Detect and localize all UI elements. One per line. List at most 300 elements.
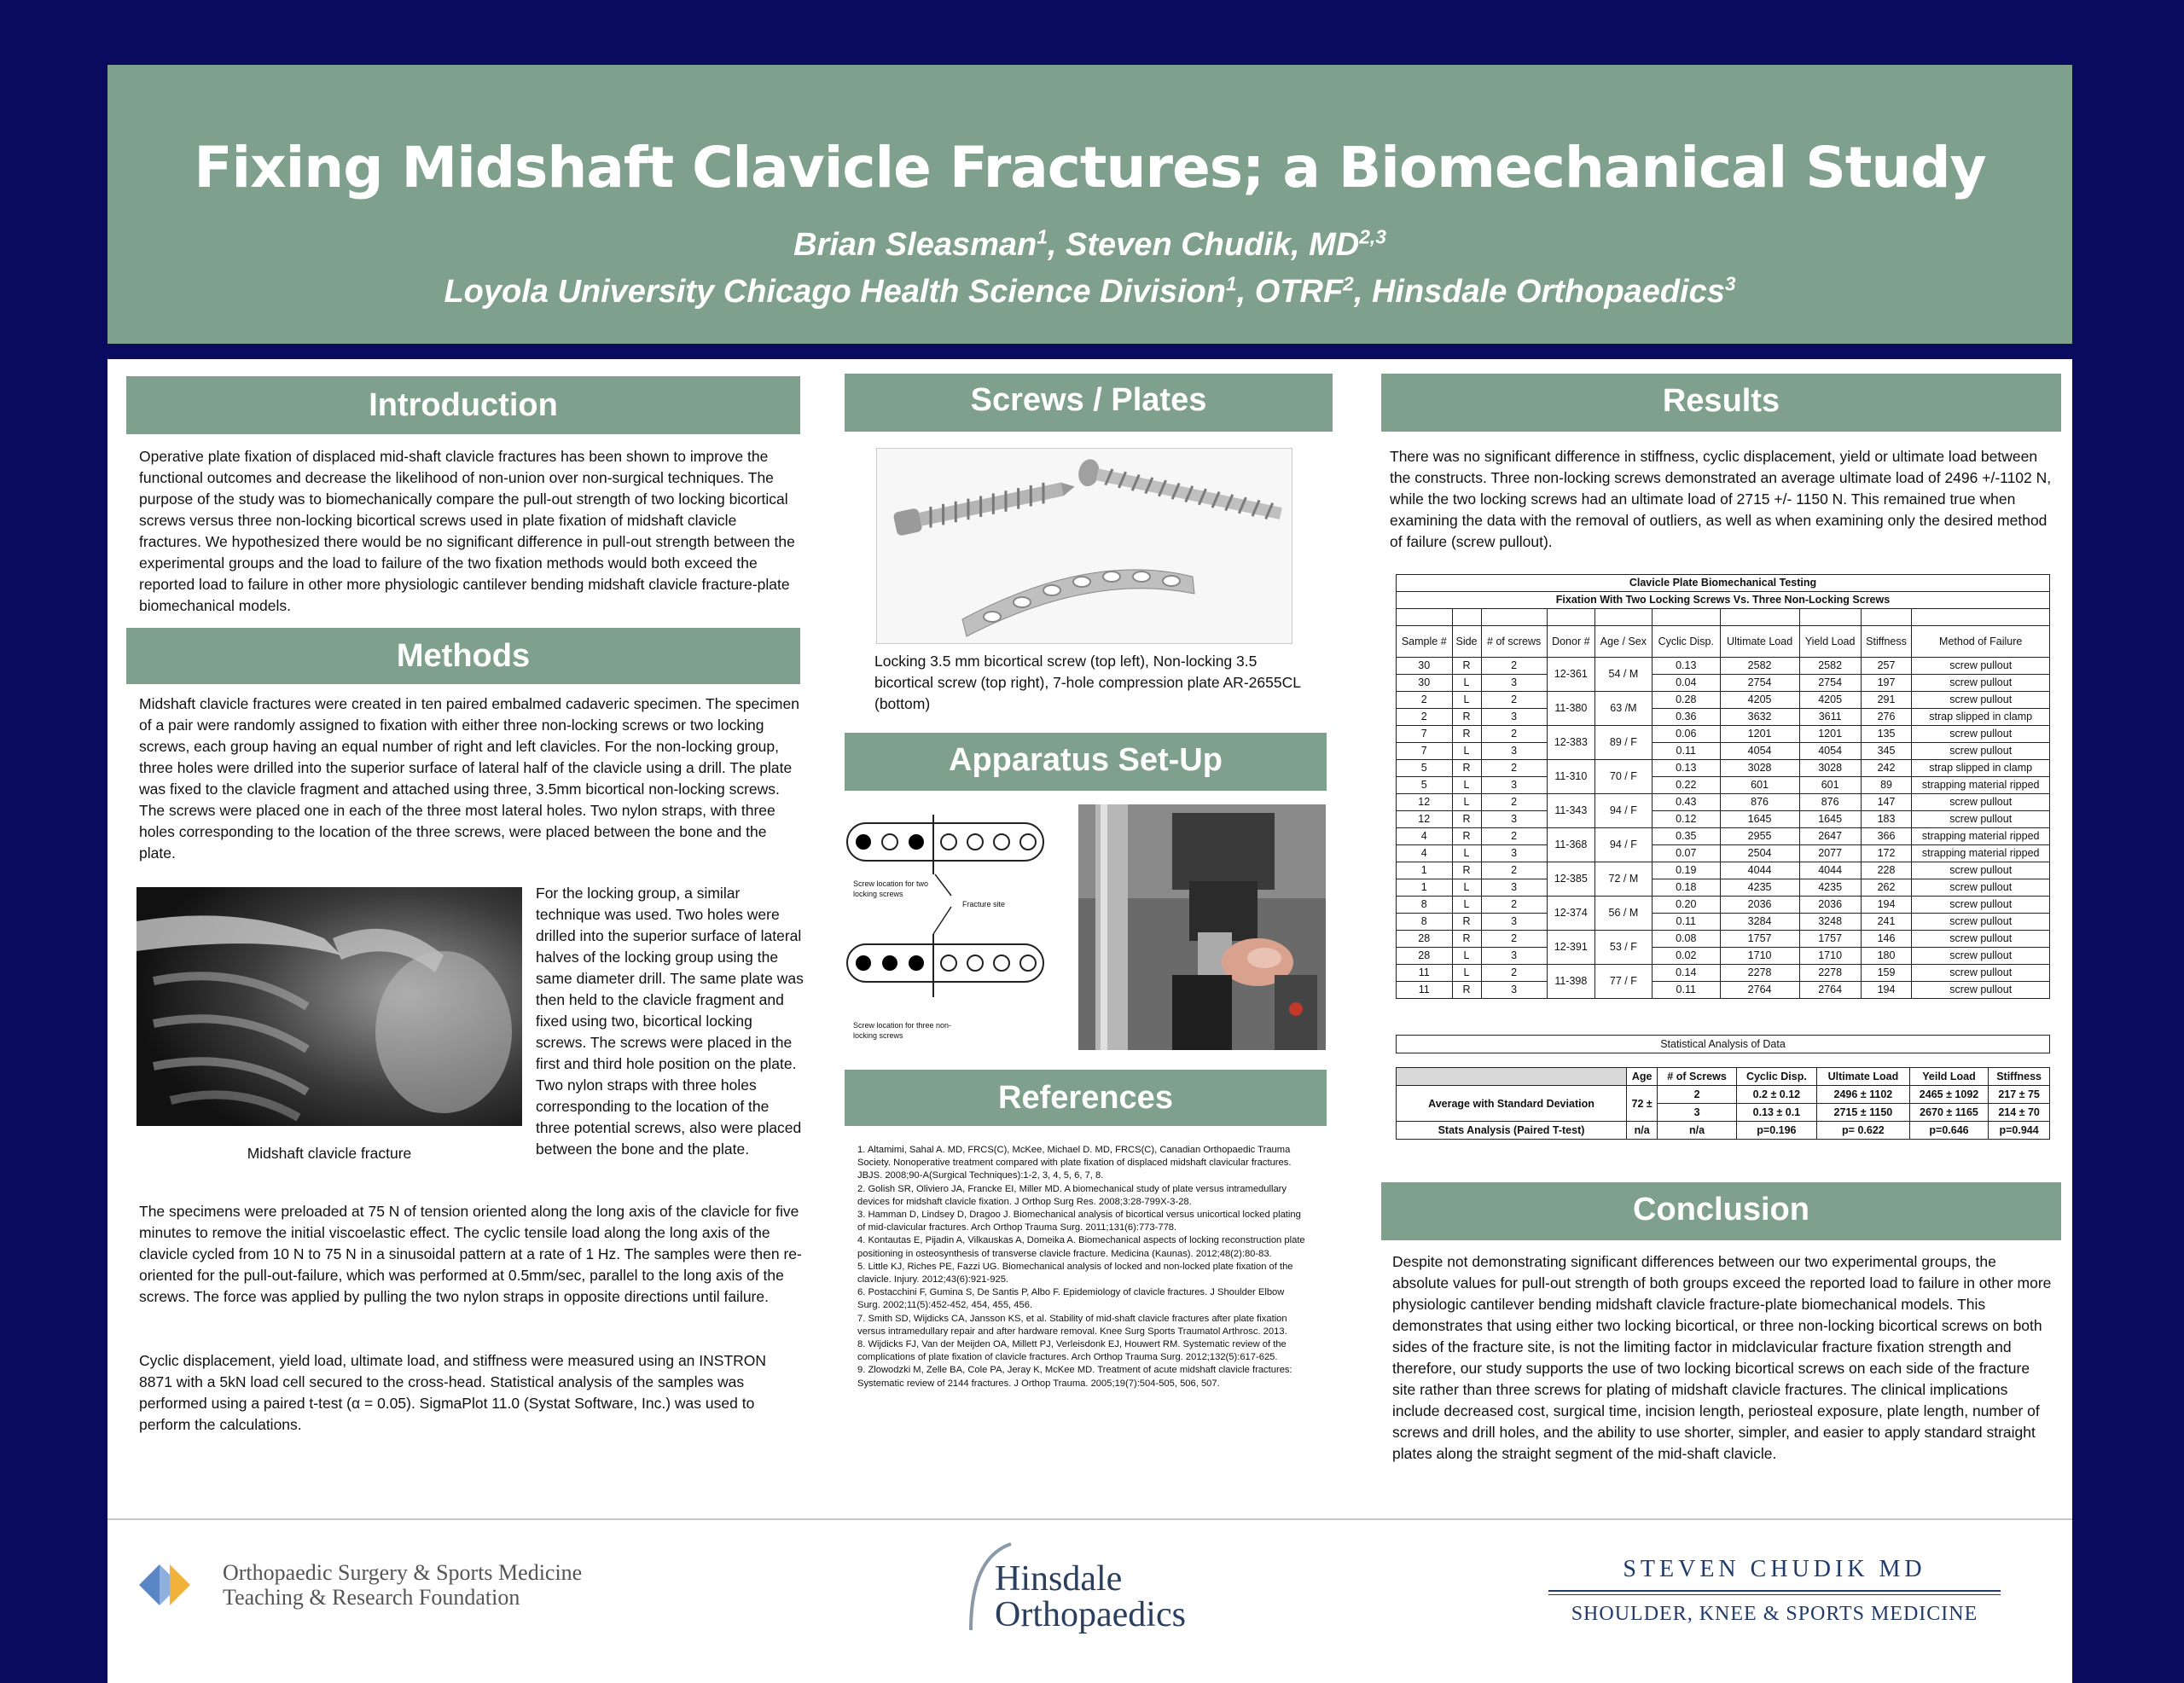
table-cell: 12-361 xyxy=(1547,658,1594,692)
table-cell: screw pullout xyxy=(1912,675,2050,692)
reference-item: 7. Smith SD, Wijdicks CA, Jansson KS, et al. Stability of mid-shaft clavicle fractures after plate fixation versus intramedullary repair and after hardware removal. Knee Surg Sports Traumatol Arthrosc. 2013. xyxy=(857,1313,1287,1337)
table-cell: screw pullout xyxy=(1912,692,2050,709)
table-cell: 197 xyxy=(1861,675,1912,692)
table-cell: 2647 xyxy=(1799,828,1861,845)
column-header: Cyclic Disp. xyxy=(1652,626,1720,658)
label-fracture-site: Fracture site xyxy=(962,900,1006,908)
reference-item: 1. Altamimi, Sahal A. MD, FRCS(C), McKee, Michael D. MD, FRCS(C), Canadian Orthopaedic Trauma Society. Nonoperative treatment compared with plate fixation of displaced midshaft clavicular fractures. JBJS. 2008;90-A(Surgical Techniques):1-2, 3, 4, 5, 6, 7, 8. xyxy=(857,1145,1292,1181)
table-cell: 3611 xyxy=(1799,709,1861,726)
table-cell: 2 xyxy=(1481,828,1547,845)
table-cell: 3248 xyxy=(1799,914,1861,931)
otrf-logo-icon xyxy=(139,1559,216,1610)
table-cell: 2278 xyxy=(1720,965,1799,982)
table-cell: 7 xyxy=(1397,743,1453,760)
column-header: Ultimate Load xyxy=(1720,626,1799,658)
stats-test-cell: p= 0.622 xyxy=(1816,1122,1909,1140)
stats-avg-label: Average with Standard Deviation xyxy=(1397,1086,1627,1122)
table-row xyxy=(1397,862,2050,879)
table-cell: 72 / M xyxy=(1594,862,1652,897)
table-cell: screw pullout xyxy=(1912,931,2050,948)
methods-paragraph-4: Cyclic displacement, yield load, ultimate load, and stiffness were measured using an INSTRON 8871 with a 5kN load cell secured to the cross-head. Statistical analysis of the samples was performed using a paired t-test (α = 0.05). SigmaPlot 11.0 (Systat Software, Inc.) was used to perform the calculations. xyxy=(139,1352,767,1433)
table-row xyxy=(1397,965,2050,982)
table-cell: 0.36 xyxy=(1652,709,1720,726)
table-row xyxy=(1397,948,2050,965)
table-cell: L xyxy=(1452,965,1481,982)
stats-test-label: Stats Analysis (Paired T-test) xyxy=(1397,1122,1627,1140)
table-cell: L xyxy=(1452,777,1481,794)
table-cell: 0.20 xyxy=(1652,897,1720,914)
table-cell: 159 xyxy=(1861,965,1912,982)
table-cell: R xyxy=(1452,931,1481,948)
table-cell: 11 xyxy=(1397,982,1453,999)
table-cell: 4054 xyxy=(1799,743,1861,760)
table-cell: screw pullout xyxy=(1912,982,2050,999)
table-cell: 601 xyxy=(1720,777,1799,794)
table-cell: 0.28 xyxy=(1652,692,1720,709)
table-cell: 0.13 xyxy=(1652,760,1720,777)
column-header: Yield Load xyxy=(1799,626,1861,658)
stats-test-cell: p=0.196 xyxy=(1736,1122,1816,1140)
column-header: Method of Failure xyxy=(1912,626,2050,658)
table-cell: 53 / F xyxy=(1594,931,1652,965)
table-cell: 2 xyxy=(1481,692,1547,709)
affiliation: , OTRF xyxy=(1236,274,1344,310)
table-cell: 366 xyxy=(1861,828,1912,845)
author-name: , Steven Chudik, MD xyxy=(1047,227,1360,263)
table-cell: R xyxy=(1452,811,1481,828)
table-cell: R xyxy=(1452,982,1481,999)
screw-location-diagram xyxy=(845,806,1075,1036)
table-cell: 0.11 xyxy=(1652,914,1720,931)
table-row xyxy=(1397,709,2050,726)
table-cell: 1710 xyxy=(1799,948,1861,965)
table-cell: 0.13 xyxy=(1652,658,1720,675)
table-cell: 262 xyxy=(1861,879,1912,897)
table-cell: 0.04 xyxy=(1652,675,1720,692)
table-cell: strap slipped in clamp xyxy=(1912,760,2050,777)
otrf-name-line: Teaching & Research Foundation xyxy=(223,1585,520,1610)
otrf-name xyxy=(223,1560,582,1610)
table-cell: 2 xyxy=(1397,692,1453,709)
table-cell: 11-368 xyxy=(1547,828,1594,862)
table-cell: 4205 xyxy=(1720,692,1799,709)
table-cell: 2582 xyxy=(1799,658,1861,675)
table-cell: 12-383 xyxy=(1547,726,1594,760)
table-cell: 2 xyxy=(1481,760,1547,777)
table-cell: 3 xyxy=(1481,811,1547,828)
stats-column-header: Yeild Load xyxy=(1909,1068,1988,1086)
table-cell: 2504 xyxy=(1720,845,1799,862)
table-cell: screw pullout xyxy=(1912,743,2050,760)
reference-item: 2. Golish SR, Oliviero JA, Francke EI, Miller MD. A biomechanical study of plate versus intramedullary devices for midshaft clavicle fixation. J Orthop Surg Res. 2008;3:28-799X-3-28. xyxy=(857,1183,1287,1207)
table-cell: 146 xyxy=(1861,931,1912,948)
reference-item: 6. Postacchini F, Gumina S, De Santis P, Albo F. Epidemiology of clavicle fractures. J Shoulder Elbow Surg. 2002;11(5):452-452, 454, 455, 456. xyxy=(857,1287,1285,1311)
table-cell: L xyxy=(1452,897,1481,914)
stats-column-header: Cyclic Disp. xyxy=(1736,1068,1816,1086)
results-table-header xyxy=(1397,626,2050,658)
results-table-subtitle: Fixation With Two Locking Screws Vs. Three Non-Locking Screws xyxy=(1397,592,2050,609)
table-row xyxy=(1397,777,2050,794)
table-cell: 4 xyxy=(1397,828,1453,845)
hinsdale-name-line: Orthopaedics xyxy=(995,1595,1186,1634)
stats-cell: 217 ± 75 xyxy=(1989,1086,2050,1104)
table-row xyxy=(1397,897,2050,914)
stats-test-cell: n/a xyxy=(1627,1122,1658,1140)
table-cell: 876 xyxy=(1720,794,1799,811)
results-heading: Results xyxy=(1381,374,2061,432)
poster-affiliations xyxy=(107,274,2072,310)
author-name: Brian Sleasman xyxy=(793,227,1037,263)
table-cell: screw pullout xyxy=(1912,914,2050,931)
table-cell: 12-385 xyxy=(1547,862,1594,897)
table-row xyxy=(1397,658,2050,675)
stats-column-header: # of Screws xyxy=(1658,1068,1736,1086)
conclusion-heading: Conclusion xyxy=(1381,1182,2061,1240)
table-cell: 11-343 xyxy=(1547,794,1594,828)
table-cell: 2754 xyxy=(1799,675,1861,692)
table-cell: strapping material ripped xyxy=(1912,845,2050,862)
table-cell: 1645 xyxy=(1720,811,1799,828)
table-cell: 5 xyxy=(1397,760,1453,777)
stats-table-title: Statistical Analysis of Data xyxy=(1397,1036,2050,1053)
table-row xyxy=(1397,743,2050,760)
stats-cell: 0.13 ± 0.1 xyxy=(1736,1104,1816,1122)
column-header: # of screws xyxy=(1481,626,1547,658)
table-cell: 0.22 xyxy=(1652,777,1720,794)
references-heading: References xyxy=(845,1070,1327,1126)
introduction-text: Operative plate fixation of displaced mid-shaft clavicle fractures has been shown to improve the functional outcomes and decrease the likelihood of non-union over non-surgical techniques. The purpose of the study was to biomechanically compare the pull-out strength of two locking bicortical screws versus three non-locking bicortical screws used in plate fixation of midshaft clavicle fractures. We hypothesized there would be no significant difference in pull-out strength between the experimental groups and the load to failure of the two fixation methods would both exceed the reported load to failure in other more physiologic cantilever bending midshaft clavicle fracture-plate biomechanical models. xyxy=(139,448,795,614)
table-cell: 3 xyxy=(1481,879,1547,897)
table-cell: 0.07 xyxy=(1652,845,1720,862)
table-cell: R xyxy=(1452,658,1481,675)
table-cell: 0.12 xyxy=(1652,811,1720,828)
table-cell: 2 xyxy=(1481,862,1547,879)
table-row xyxy=(1397,675,2050,692)
table-row xyxy=(1397,931,2050,948)
table-cell: 4044 xyxy=(1799,862,1861,879)
chudik-logo xyxy=(1548,1554,2001,1628)
table-cell: 30 xyxy=(1397,675,1453,692)
stats-column-header: Ultimate Load xyxy=(1816,1068,1909,1086)
affiliation: Loyola University Chicago Health Science Division xyxy=(444,274,1226,310)
column-header: Stiffness xyxy=(1861,626,1912,658)
table-cell: 1645 xyxy=(1799,811,1861,828)
table-cell: R xyxy=(1452,914,1481,931)
table-cell: 3 xyxy=(1481,982,1547,999)
screws-plate-image xyxy=(876,448,1292,644)
table-cell: screw pullout xyxy=(1912,948,2050,965)
table-cell: 0.02 xyxy=(1652,948,1720,965)
xray-image xyxy=(136,887,522,1126)
table-cell: R xyxy=(1452,709,1481,726)
table-cell: 63 /M xyxy=(1594,692,1652,726)
table-cell: strapping material ripped xyxy=(1912,828,2050,845)
title-banner xyxy=(107,65,2072,344)
column-header: Donor # xyxy=(1547,626,1594,658)
table-cell: 3028 xyxy=(1720,760,1799,777)
table-cell: 4044 xyxy=(1720,862,1799,879)
table-cell: 345 xyxy=(1861,743,1912,760)
table-cell: 11-398 xyxy=(1547,965,1594,999)
instron-photo xyxy=(1078,804,1326,1050)
table-cell: L xyxy=(1452,675,1481,692)
table-cell: 180 xyxy=(1861,948,1912,965)
stats-cell: 214 ± 70 xyxy=(1989,1104,2050,1122)
table-cell: 3 xyxy=(1481,845,1547,862)
table-cell: 77 / F xyxy=(1594,965,1652,999)
table-cell: 241 xyxy=(1861,914,1912,931)
label-locking-screws: Screw location for two locking screws xyxy=(853,879,929,898)
table-cell: screw pullout xyxy=(1912,726,2050,743)
methods-paragraph-3: The specimens were preloaded at 75 N of tension oriented along the long axis of the clavicle for five minutes to remove the initial viscoelastic effect. The cyclic tensile load along the long axis of the clavicle cycled from 10 N to 75 N in a sinusoidal pattern at a rate of 1 Hz. The samples were then re-oriented for the pull-out-failure, which was performed at 0.5mm/sec, parallel to the long axis of the screws. The force was applied by pulling the two nylon straps in opposite directions until failure. xyxy=(139,1203,802,1305)
table-cell: screw pullout xyxy=(1912,794,2050,811)
reference-item: 3. Hamman D, Lindsey D, Dragoo J. Biomechanical analysis of bicortical versus unicortical locked plating of mid-clavicular fractures. Arch Orthop Trauma Surg. 2011;131(6):773-778. xyxy=(857,1210,1301,1233)
chudik-tagline: SHOULDER, KNEE & SPORTS MEDICINE xyxy=(1571,1603,1978,1625)
table-cell: 12 xyxy=(1397,811,1453,828)
stats-cell: 2670 ± 1165 xyxy=(1909,1104,1988,1122)
table-cell: 2 xyxy=(1481,658,1547,675)
table-cell: 291 xyxy=(1861,692,1912,709)
stats-cell: 2465 ± 1092 xyxy=(1909,1086,1988,1104)
label-nonlocking-screws: Screw location for three non-locking screws xyxy=(853,1021,952,1040)
table-cell: 228 xyxy=(1861,862,1912,879)
table-cell: 30 xyxy=(1397,658,1453,675)
table-cell: 94 / F xyxy=(1594,794,1652,828)
table-cell: L xyxy=(1452,794,1481,811)
table-row xyxy=(1397,760,2050,777)
stats-cell: 2496 ± 1102 xyxy=(1816,1086,1909,1104)
table-cell: 3 xyxy=(1481,675,1547,692)
table-cell: 28 xyxy=(1397,948,1453,965)
table-cell: 8 xyxy=(1397,914,1453,931)
methods-paragraph-2: For the locking group, a similar technique was used. Two holes were drilled into the superior surface of lateral halves of the locking group using the same diameter drill. The same plate was then held to the clavicle fragment and fixed using two, bicortical locking screws. The screws were placed in the first and third hole position on the plate. Two nylon straps with three holes corresponding to the location of the three potential screws, also were placed between the bone and the plate. xyxy=(536,885,804,1158)
stats-cell: 2 xyxy=(1658,1086,1736,1104)
table-cell: L xyxy=(1452,879,1481,897)
table-cell: 3 xyxy=(1481,948,1547,965)
table-cell: 4205 xyxy=(1799,692,1861,709)
column-header: Age / Sex xyxy=(1594,626,1652,658)
table-cell: 12-374 xyxy=(1547,897,1594,931)
table-cell: L xyxy=(1452,743,1481,760)
table-cell: 0.11 xyxy=(1652,743,1720,760)
table-cell: 2 xyxy=(1481,794,1547,811)
poster-title: Fixing Midshaft Clavicle Fractures; a Biomechanical Study xyxy=(194,135,1986,200)
table-cell: 1201 xyxy=(1720,726,1799,743)
introduction-heading: Introduction xyxy=(126,376,800,434)
table-cell: 2 xyxy=(1481,931,1547,948)
results-table-body xyxy=(1397,575,2050,999)
chudik-name: STEVEN CHUDIK MD xyxy=(1623,1556,1926,1582)
apparatus-heading: Apparatus Set-Up xyxy=(845,733,1327,791)
table-row xyxy=(1397,845,2050,862)
affiliation: , Hinsdale Orthopaedics xyxy=(1353,274,1725,310)
results-table-title: Clavicle Plate Biomechanical Testing xyxy=(1397,575,2050,592)
table-cell: 1201 xyxy=(1799,726,1861,743)
table-cell: 2077 xyxy=(1799,845,1861,862)
table-cell: 5 xyxy=(1397,777,1453,794)
references-list xyxy=(857,1144,1310,1390)
table-row xyxy=(1397,982,2050,999)
table-cell: 12 xyxy=(1397,794,1453,811)
stats-cell: 3 xyxy=(1658,1104,1736,1122)
affiliation-sup: 2 xyxy=(1343,272,1354,295)
table-cell: strapping material ripped xyxy=(1912,777,2050,794)
table-cell: 8 xyxy=(1397,897,1453,914)
screws-caption: Locking 3.5 mm bicortical screw (top left), Non-locking 3.5 bicortical screw (top right), 7-hole compression plate AR-2655CL (bottom) xyxy=(874,653,1301,712)
author-sup: 1 xyxy=(1037,225,1048,248)
table-cell: 601 xyxy=(1799,777,1861,794)
affiliation-sup: 3 xyxy=(1724,272,1736,295)
table-cell: 1757 xyxy=(1799,931,1861,948)
table-cell: 11-380 xyxy=(1547,692,1594,726)
table-cell: 3284 xyxy=(1720,914,1799,931)
table-cell: 3 xyxy=(1481,914,1547,931)
methods-paragraph-1: Midshaft clavicle fractures were created in ten paired embalmed cadaveric specimen. The specimen of a pair were randomly assigned to fixation with either three non-locking screws or two locking screws, each group having an equal number of right and left clavicles. For the non-locking group, three holes were drilled into the superior surface of lateral half of the clavicle using a drill. The plate was fixed to the clavicle fragment and attached using three, 3.5mm bicortical non-locking screws. The screws were placed one in each of the three most lateral holes. Two nylon straps, with three holes corresponding to the location of the three screws, were placed between the bone and the plate. xyxy=(139,695,799,862)
table-cell: 2036 xyxy=(1799,897,1861,914)
table-cell: L xyxy=(1452,948,1481,965)
xray-caption: Midshaft clavicle fracture xyxy=(247,1145,412,1162)
reference-item: 5. Little KJ, Riches PE, Fazzi UG. Biomechanical analysis of locked and non-locked plate fixation of the clavicle. Injury. 2012;43(6):921-925. xyxy=(857,1261,1293,1285)
table-cell: L xyxy=(1452,845,1481,862)
table-cell: 147 xyxy=(1861,794,1912,811)
table-cell: 4235 xyxy=(1720,879,1799,897)
table-cell: 194 xyxy=(1861,897,1912,914)
reference-item: 9. Zlowodzki M, Zelle BA, Cole PA, Jeray K, McKee MD. Treatment of acute midshaft clavicle fractures: Systematic review of 2144 fractures. J Orthop Trauma. 2005;19(7):504-505, 506, 507. xyxy=(857,1365,1292,1389)
table-cell: 2582 xyxy=(1720,658,1799,675)
table-cell: 0.08 xyxy=(1652,931,1720,948)
table-cell: 2955 xyxy=(1720,828,1799,845)
table-cell: 135 xyxy=(1861,726,1912,743)
table-cell: 3632 xyxy=(1720,709,1799,726)
table-cell: 54 / M xyxy=(1594,658,1652,692)
table-cell: 2 xyxy=(1481,897,1547,914)
reference-item: 4. Kontautas E, Pijadin A, Vilkauskas A, Domeika A. Biomechanical aspects of locking reconstruction plate positioning in osteosynthesis of transverse clavicle fracture. Medicina (Kaunas). 2012;48(2):80-83. xyxy=(857,1235,1305,1259)
table-cell: 276 xyxy=(1861,709,1912,726)
column-header: Sample # xyxy=(1397,626,1453,658)
results-text: There was no significant difference in stiffness, cyclic displacement, yield or ultimate load between the constructs. Three non-locking screws demonstrated an average ultimate load of 2496 +/-1102 N, while the two locking screws had an ultimate load of 2715 +/- 1150 N. This remained true when examining the data with the removal of outliers, as well as when examining only the desired method of failure (screw pullout). xyxy=(1390,448,2052,550)
column-header: Side xyxy=(1452,626,1481,658)
table-cell: 94 / F xyxy=(1594,828,1652,862)
table-cell: R xyxy=(1452,726,1481,743)
stats-test-cell: p=0.944 xyxy=(1989,1122,2050,1140)
table-cell: 12-391 xyxy=(1547,931,1594,965)
otrf-name-line: Orthopaedic Surgery & Sports Medicine xyxy=(223,1560,583,1585)
table-cell: 89 xyxy=(1861,777,1912,794)
chudik-rule xyxy=(1548,1590,2001,1592)
table-cell: 2036 xyxy=(1720,897,1799,914)
table-cell: 183 xyxy=(1861,811,1912,828)
table-cell: 1 xyxy=(1397,862,1453,879)
table-row xyxy=(1397,692,2050,709)
table-cell: 1 xyxy=(1397,879,1453,897)
table-cell: 2764 xyxy=(1720,982,1799,999)
table-cell: 1757 xyxy=(1720,931,1799,948)
table-cell: 242 xyxy=(1861,760,1912,777)
table-cell: 11 xyxy=(1397,965,1453,982)
table-cell: screw pullout xyxy=(1912,965,2050,982)
results-table xyxy=(1396,574,2050,999)
table-row xyxy=(1397,879,2050,897)
table-cell: 172 xyxy=(1861,845,1912,862)
stats-column-header: Age xyxy=(1627,1068,1658,1086)
table-cell: 2754 xyxy=(1720,675,1799,692)
table-cell: 2 xyxy=(1481,965,1547,982)
table-cell: 0.18 xyxy=(1652,879,1720,897)
table-row xyxy=(1397,811,2050,828)
table-cell: 11-310 xyxy=(1547,760,1594,794)
stats-table xyxy=(1396,1035,2050,1140)
table-cell: R xyxy=(1452,862,1481,879)
table-cell: L xyxy=(1452,692,1481,709)
table-cell: R xyxy=(1452,760,1481,777)
hinsdale-name xyxy=(995,1561,1186,1633)
table-cell: 28 xyxy=(1397,931,1453,948)
poster-authors xyxy=(107,227,2072,264)
table-cell: 3 xyxy=(1481,777,1547,794)
chudik-rule xyxy=(1548,1594,2001,1595)
stats-cell: 2715 ± 1150 xyxy=(1816,1104,1909,1122)
table-row xyxy=(1397,914,2050,931)
table-cell: 56 / M xyxy=(1594,897,1652,931)
table-cell: strap slipped in clamp xyxy=(1912,709,2050,726)
table-cell: 0.19 xyxy=(1652,862,1720,879)
table-cell: 4235 xyxy=(1799,879,1861,897)
table-row xyxy=(1397,794,2050,811)
table-cell: 4 xyxy=(1397,845,1453,862)
table-cell: screw pullout xyxy=(1912,658,2050,675)
table-cell: 0.43 xyxy=(1652,794,1720,811)
table-cell: 3 xyxy=(1481,709,1547,726)
table-cell: 1710 xyxy=(1720,948,1799,965)
table-cell: 3028 xyxy=(1799,760,1861,777)
table-cell: 89 / F xyxy=(1594,726,1652,760)
conclusion-text: Despite not demonstrating significant differences between our two experimental groups, the absolute values for pull-out strength of both groups exceed the reported load to failure in other more physiologic cantilever bending midshaft clavicle fracture-plate biomechanical models. This demonstrates that using either two locking bicortical, or three non-locking bicortical screws on both sides of the fracture site, is not the limiting factor in midclavicular fracture fixation strength and therefore, our study supports the use of two locking bicortical screws on each side of the fracture site rather than three screws for plating of midshaft clavicle fractures. The clinical implications include decreased cost, surgical time, incision length, periosteal exposure, plate length, number of screws and drill holes, and the ability to use shorter, simpler, and easier to apply standard straight plates along the straight segment of the mid-shaft clavicle. xyxy=(1392,1253,2052,1462)
table-cell: 194 xyxy=(1861,982,1912,999)
author-sup: 2,3 xyxy=(1359,225,1386,248)
table-cell: 2 xyxy=(1481,726,1547,743)
footer-divider xyxy=(107,1518,2072,1520)
table-cell: 0.06 xyxy=(1652,726,1720,743)
table-cell: screw pullout xyxy=(1912,811,2050,828)
table-cell: 257 xyxy=(1861,658,1912,675)
hinsdale-name-line: Hinsdale xyxy=(995,1559,1123,1599)
table-cell: 2 xyxy=(1397,709,1453,726)
reference-item: 8. Wijdicks FJ, Van der Meijden OA, Millett PJ, Verleisdonk EJ, Houwert RM. Systematic review of the complications of plate fixation of clavicle fractures. Arch Orthop Trauma Surg. 2012;132(5):617-625. xyxy=(857,1339,1287,1363)
table-cell: 0.11 xyxy=(1652,982,1720,999)
table-cell: 70 / F xyxy=(1594,760,1652,794)
affiliation-sup: 1 xyxy=(1225,272,1237,295)
table-row xyxy=(1397,726,2050,743)
table-cell: screw pullout xyxy=(1912,862,2050,879)
table-cell: 2278 xyxy=(1799,965,1861,982)
table-row xyxy=(1397,828,2050,845)
screws-heading: Screws / Plates xyxy=(845,374,1333,432)
methods-heading: Methods xyxy=(126,628,800,684)
table-cell: 7 xyxy=(1397,726,1453,743)
table-cell: 0.14 xyxy=(1652,965,1720,982)
stats-test-cell: n/a xyxy=(1658,1122,1736,1140)
table-cell: 2764 xyxy=(1799,982,1861,999)
stats-cell: 0.2 ± 0.12 xyxy=(1736,1086,1816,1104)
stats-age: 72 ± xyxy=(1627,1086,1658,1122)
stats-column-header: Stiffness xyxy=(1989,1068,2050,1086)
table-cell: screw pullout xyxy=(1912,897,2050,914)
table-cell: screw pullout xyxy=(1912,879,2050,897)
table-cell: 876 xyxy=(1799,794,1861,811)
table-cell: 3 xyxy=(1481,743,1547,760)
table-cell: R xyxy=(1452,828,1481,845)
stats-test-cell: p=0.646 xyxy=(1909,1122,1988,1140)
